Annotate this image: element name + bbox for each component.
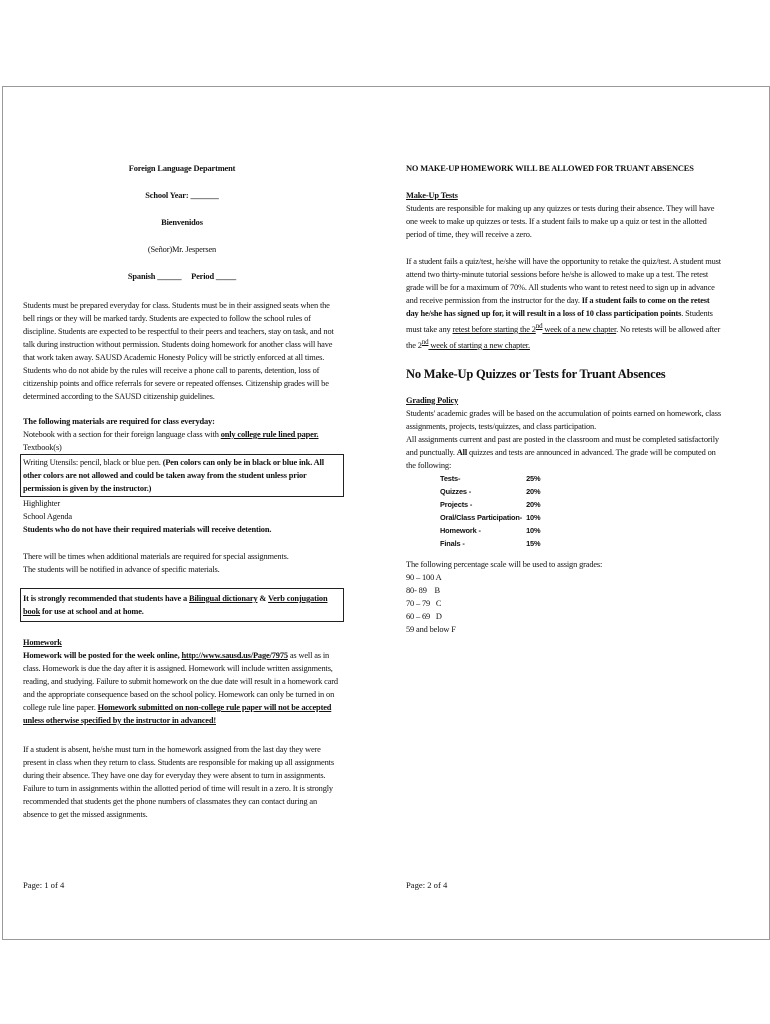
grade-weights-table	[440, 472, 540, 550]
materials-heading: The following materials are required for class everyday:	[23, 417, 215, 426]
homework-rest: as well as in class. Homework is due the day after it is assigned. Homework will include written assignments, reading, and studying. Failure to submit homework on the due date will result in a homework card and the appropriate consequence based on the school policy. Homework can only be turned in on college rule line paper.	[23, 651, 338, 712]
additional-materials-2: The students will be notified in advance of specific materials.	[23, 565, 220, 574]
page-2-footer: Page: 2 of 4	[406, 880, 448, 890]
grade-category: Projects -	[440, 499, 473, 509]
recommendation-box	[20, 588, 344, 622]
retest-mid: . No retests will be allowed after the 2	[406, 324, 721, 350]
grade-scale-item: 60 – 69 D	[406, 611, 442, 621]
additional-materials-1: There will be times when additional materials are required for special assignments.	[23, 552, 289, 561]
grading-text-3: quizzes and tests are announced in advanced. The grade will be computed on the following:	[406, 447, 716, 470]
makeup-paragraph: Students are responsible for making up any quizzes or tests during their absence. They will have one week to make up quizzes or tests. If a student fails to make up a quiz or test in the allotted period of time, they will receive a zero.	[406, 204, 715, 239]
department-title: Foreign Language Department	[128, 164, 236, 173]
grade-percent: 20%	[526, 499, 541, 509]
grading-bold: All	[456, 447, 468, 457]
detention-notice: Students who do not have their required materials will receive detention.	[23, 525, 272, 534]
no-makeup-heading: No Make-Up Quizzes or Tests for Truant Absences	[406, 366, 666, 381]
grade-weight-row	[440, 485, 540, 498]
grade-scale-item: 90 – 100 A	[406, 572, 442, 582]
homework-heading: Homework	[23, 638, 62, 647]
retake-text: If a student fails a quiz/test, he/she will have the opportunity to retake the quiz/test. A student must attend two thirty-minute tutorial sessions before he/she is allowed to make up a test. The retest grade will be for a maximum of 70%. All students who want to retest need to sign up in advance and receive permission from the instructor for the day.	[406, 257, 721, 305]
materials-notebook	[23, 428, 341, 441]
recommend-text: It is strongly recommended that students have a	[23, 594, 190, 603]
absence-paragraph: If a student is absent, he/she must turn in the homework assigned from the last day they were present in class when they return to class. Students are responsible for making up all assignments during their absence. They have one day for everyday they were absent to turn in assignments. Failure to turn in assignments within the allotted period of time will result in a zero. It is strongly recommended that students get the phone numbers of classmates they can contact during an absence to get the missed assignments.	[23, 745, 334, 819]
grade-scale-item: 80- 89 B	[406, 585, 440, 595]
grade-scale-item: 59 and below F	[406, 624, 456, 634]
makeup-heading: Make-Up Tests	[406, 191, 458, 200]
grading-paragraph-2	[406, 433, 724, 472]
grade-scale-list	[406, 571, 724, 636]
ampersand: &	[257, 594, 269, 603]
writing-note: (Pen colors can only be in black or blue ink. All other colors are not allowed and could be taken away from the student unless prior permission is given by the instructor.)	[23, 458, 324, 493]
grade-weight-row	[440, 511, 540, 524]
materials-textbook: Textbook(s)	[23, 443, 62, 452]
grade-scale-item: 70 – 79 C	[406, 598, 442, 608]
notebook-emphasis: only college rule lined paper.	[220, 430, 319, 439]
retake-bold: If a student fails to come on the retest day he/she has signed up for, it will result in a loss of 10 class participation points	[406, 296, 710, 318]
greeting: Bienvenidos	[161, 218, 203, 227]
grade-percent: 10%	[526, 512, 541, 522]
grade-percent: 10%	[526, 525, 541, 535]
grading-paragraph-1: Students' academic grades will be based on the accumulation of points earned on homework, class assignments, projects, tests/quizzes, and class participation.	[406, 408, 721, 431]
grade-percent: 25%	[526, 473, 541, 483]
retest-underline-3: week of starting a new chapter.	[428, 340, 530, 350]
grade-weight-row	[440, 524, 540, 537]
truant-title: NO MAKE-UP HOMEWORK WILL BE ALLOWED FOR TRUANT ABSENCES	[406, 164, 694, 173]
spanish-period: Spanish ______ Period _____	[127, 272, 237, 281]
homework-link[interactable]: http://www.sausd.us/Page/7975	[181, 651, 288, 660]
grade-weight-row	[440, 472, 540, 485]
page-1-column	[23, 162, 341, 821]
materials-agenda: School Agenda	[23, 512, 72, 521]
homework-bold: Homework will be posted for the week online,	[23, 651, 182, 660]
retest-sup-2: nd	[421, 337, 429, 346]
scale-intro: The following percentage scale will be used to assign grades:	[406, 559, 603, 569]
retake-paragraph	[406, 255, 724, 352]
grade-weight-row	[440, 537, 540, 550]
retest-sup-1: nd	[535, 322, 543, 330]
writing-utensils-box	[20, 454, 344, 497]
grade-percent: 15%	[526, 538, 541, 548]
grade-weight-row	[440, 498, 540, 511]
retake-tail: . Students must take any	[406, 309, 713, 334]
notebook-text: Notebook with a section for their foreign language class with	[23, 430, 221, 439]
grade-category: Finals -	[440, 538, 465, 548]
homework-warning: Homework submitted on non-college rule paper will not be accepted unless otherwise specified by the instructor in advanced!	[23, 703, 332, 725]
verb-book-text: Verb conjugation book	[23, 594, 328, 616]
school-year: School Year: _______	[145, 191, 219, 200]
page-2-column	[406, 162, 724, 636]
writing-text: Writing Utensils: pencil, black or blue pen.	[23, 458, 163, 467]
page-1-footer: Page: 1 of 4	[23, 880, 65, 890]
grading-text-2: All assignments current and past are posted in the classroom and must be completed satisfactorily and punctually.	[406, 434, 719, 457]
grade-category: Quizzes -	[440, 486, 472, 496]
retest-underline-1: retest before starting the 2	[452, 324, 536, 334]
homework-paragraph	[23, 649, 341, 727]
grade-category: Oral/Class Participation-	[440, 512, 523, 522]
grading-heading: Grading Policy	[406, 395, 459, 405]
intro-paragraph: Students must be prepared everyday for class. Students must be in their assigned seats when the bell rings or they will be marked tardy. Students are expected to follow the school rules of discipline. Students are expected to be respectful to their peers and teachers, stay on task, and not talk during instruction without permission. Students doing homework for another class will have that work taken away. SAUSD Academic Honesty Policy will be strictly enforced at all times. Students who do not abide by the rules will receive a phone call to parents, detention, loss of citizenship points and office referrals for severe or repeated offenses. Citizenship grades will be determined according to the SAUSD citizenship guidelines.	[23, 301, 334, 401]
recommend-tail: for use at school and at home.	[40, 607, 144, 616]
grade-percent: 20%	[526, 486, 541, 496]
dictionary-text: Bilingual dictionary	[189, 594, 258, 603]
teacher-name: (Señor)Mr. Jespersen	[147, 245, 217, 254]
grade-category: Tests-	[440, 473, 461, 483]
grade-category: Homework -	[440, 525, 481, 535]
retest-underline-2: week of a new chapter	[542, 324, 617, 334]
materials-highlighter: Highlighter	[23, 499, 60, 508]
